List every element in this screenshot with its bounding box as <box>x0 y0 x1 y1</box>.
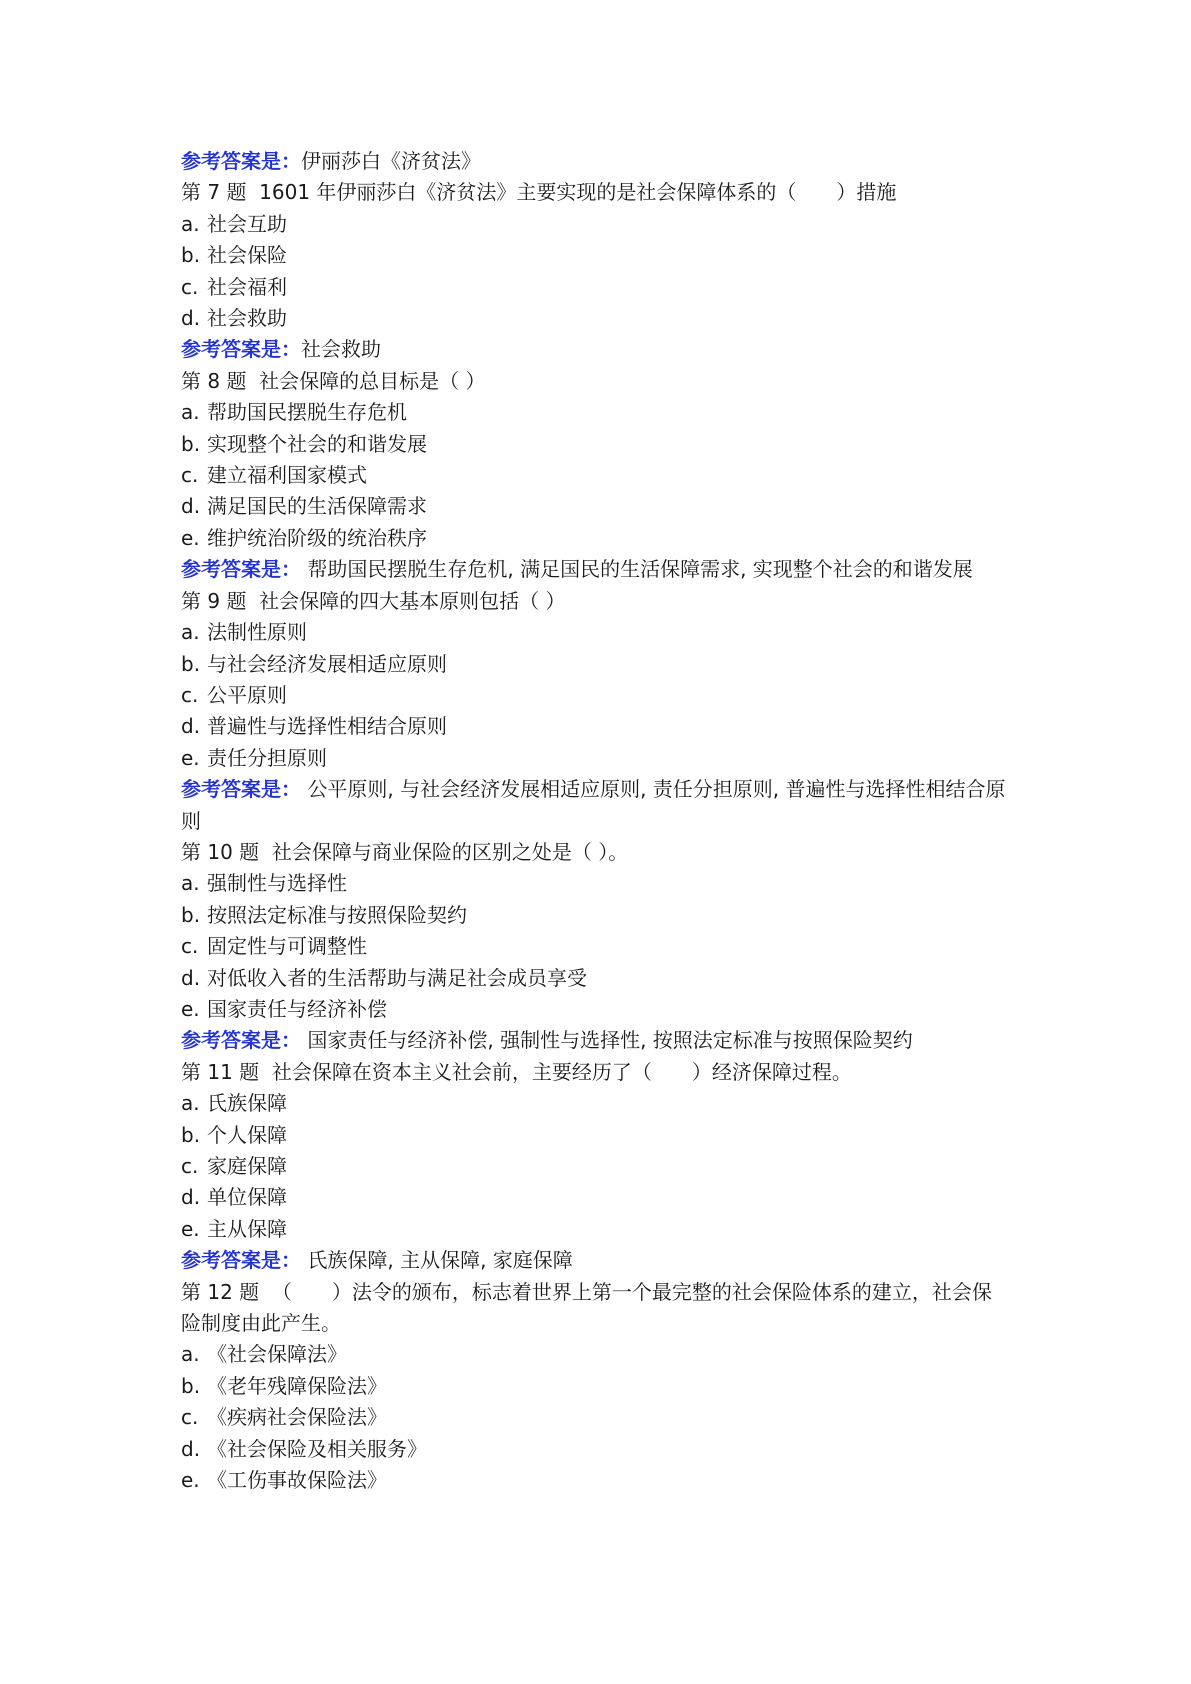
option-text: 《工伤事故保险法》 <box>207 1468 387 1493</box>
option-line <box>181 272 1011 303</box>
option-letter: a. <box>181 211 200 236</box>
option-line <box>181 743 1011 774</box>
option-letter: a. <box>181 620 200 645</box>
option-line <box>181 868 1011 899</box>
option-text: 法制性原则 <box>207 620 307 645</box>
option-line <box>181 1214 1011 1245</box>
question-line <box>181 177 1011 208</box>
option-letter: b. <box>181 243 201 268</box>
answer-label: 参考答案是： <box>181 337 301 362</box>
option-text: 公平原则 <box>207 682 287 707</box>
answer-label: 参考答案是： <box>181 1248 301 1273</box>
answer-text: 氏族保障, 主从保障, 家庭保障 <box>301 1248 573 1273</box>
option-line <box>181 491 1011 522</box>
option-line <box>181 994 1011 1025</box>
option-line <box>181 1402 1011 1433</box>
question-text: 社会保障的四大基本原则包括（ ） <box>259 588 566 613</box>
answer-line <box>181 774 1011 837</box>
question-line <box>181 1277 1011 1340</box>
option-letter: a. <box>181 871 200 896</box>
question-number: 第 12 题 <box>181 1279 260 1304</box>
option-line <box>181 1465 1011 1496</box>
option-text: 主从保障 <box>207 1216 287 1241</box>
answer-text: 帮助国民摆脱生存危机, 满足国民的生活保障需求, 实现整个社会的和谐发展 <box>301 557 973 582</box>
option-text: 强制性与选择性 <box>207 871 347 896</box>
question-line <box>181 837 1011 868</box>
option-line <box>181 711 1011 742</box>
option-line <box>181 1339 1011 1370</box>
option-line <box>181 460 1011 491</box>
option-text: 《社会保险及相关服务》 <box>207 1436 427 1461</box>
answer-line <box>181 334 1011 365</box>
option-line <box>181 1371 1011 1402</box>
answer-text: 伊丽莎白《济贫法》 <box>301 149 481 173</box>
question-line <box>181 1057 1011 1088</box>
question-number: 第 9 题 <box>181 588 247 613</box>
option-letter: c. <box>181 274 199 299</box>
option-letter: a. <box>181 1091 200 1116</box>
option-line <box>181 397 1011 428</box>
question-line <box>181 586 1011 617</box>
option-letter: a. <box>181 400 200 425</box>
option-letter: c. <box>181 934 199 959</box>
option-text: 个人保障 <box>207 1122 287 1147</box>
answer-text: 公平原则, 与社会经济发展相适应原则, 责任分担原则, 普遍性与选择性相结合原则 <box>181 777 1006 833</box>
question-number: 第 11 题 <box>181 1059 260 1084</box>
option-line <box>181 1088 1011 1119</box>
option-text: 国家责任与经济补偿 <box>207 996 387 1021</box>
option-letter: b. <box>181 651 201 676</box>
option-text: 对低收入者的生活帮助与满足社会成员享受 <box>207 965 587 990</box>
answer-label: 参考答案是： <box>181 149 301 173</box>
option-letter: e. <box>181 1468 200 1493</box>
option-letter: d. <box>181 1436 201 1461</box>
answer-line <box>181 554 1011 585</box>
answer-text: 社会救助 <box>301 337 381 362</box>
option-line <box>181 1151 1011 1182</box>
answer-line <box>181 1245 1011 1276</box>
option-text: 《社会保障法》 <box>207 1342 347 1367</box>
option-text: 家庭保障 <box>207 1154 287 1178</box>
option-text: 建立福利国家模式 <box>207 463 367 488</box>
question-line <box>181 366 1011 397</box>
option-letter: a. <box>181 1342 200 1367</box>
option-letter: b. <box>181 1373 201 1398</box>
option-line <box>181 209 1011 240</box>
option-letter: e. <box>181 996 200 1021</box>
option-text: 责任分担原则 <box>207 745 327 770</box>
option-text: 维护统治阶级的统治秩序 <box>207 525 427 550</box>
option-text: 社会福利 <box>207 274 287 299</box>
option-line <box>181 429 1011 460</box>
option-text: 实现整个社会的和谐发展 <box>207 431 427 456</box>
option-line <box>181 963 1011 994</box>
option-text: 与社会经济发展相适应原则 <box>207 651 447 676</box>
option-letter: e. <box>181 525 200 550</box>
option-text: 《疾病社会保险法》 <box>207 1405 387 1430</box>
option-letter: e. <box>181 1216 200 1241</box>
option-text: 社会互助 <box>207 211 287 236</box>
question-number: 第 7 题 <box>181 180 247 205</box>
option-text: 普遍性与选择性相结合原则 <box>207 714 447 739</box>
question-text: （ ）法令的颁布，标志着世界上第一个最完整的社会保险体系的建立，社会保险制度由此产生。 <box>181 1279 992 1336</box>
answer-label: 参考答案是： <box>181 777 301 802</box>
option-letter: e. <box>181 745 200 770</box>
option-letter: b. <box>181 431 201 456</box>
option-letter: c. <box>181 682 199 707</box>
option-letter: c. <box>181 463 199 488</box>
question-text: 1601 年伊丽莎白《济贫法》主要实现的是社会保障体系的（ ）措施 <box>259 180 897 205</box>
document-body <box>181 146 1011 1496</box>
option-text: 社会保险 <box>207 243 287 268</box>
option-text: 单位保障 <box>207 1185 287 1210</box>
answer-label: 参考答案是： <box>181 1028 301 1053</box>
option-line <box>181 900 1011 931</box>
answer-text: 国家责任与经济补偿, 强制性与选择性, 按照法定标准与按照保险契约 <box>301 1028 913 1053</box>
option-text: 帮助国民摆脱生存危机 <box>207 400 407 425</box>
option-letter: c. <box>181 1405 199 1430</box>
question-number: 第 8 题 <box>181 368 247 393</box>
question-text: 社会保障与商业保险的区别之处是（ ）。 <box>271 839 629 864</box>
option-line <box>181 303 1011 334</box>
option-text: 满足国民的生活保障需求 <box>207 494 427 519</box>
option-letter: d. <box>181 306 201 331</box>
option-text: 氏族保障 <box>207 1091 287 1116</box>
answer-label: 参考答案是： <box>181 557 301 582</box>
answer-line <box>181 1025 1011 1056</box>
option-line <box>181 1434 1011 1465</box>
option-line <box>181 523 1011 554</box>
option-letter: d. <box>181 494 201 519</box>
option-letter: d. <box>181 965 201 990</box>
option-line <box>181 931 1011 962</box>
question-text: 社会保障的总目标是（ ） <box>259 368 486 393</box>
option-text: 按照法定标准与按照保险契约 <box>207 902 467 927</box>
option-line <box>181 680 1011 711</box>
option-letter: b. <box>181 1122 201 1147</box>
option-letter: b. <box>181 902 201 927</box>
option-line <box>181 1120 1011 1151</box>
option-text: 《老年残障保险法》 <box>207 1373 387 1398</box>
question-text: 社会保障在资本主义社会前，主要经历了（ ）经济保障过程。 <box>271 1059 852 1084</box>
option-line <box>181 1182 1011 1213</box>
option-letter: d. <box>181 1185 201 1210</box>
option-line <box>181 240 1011 271</box>
option-text: 固定性与可调整性 <box>207 934 367 959</box>
option-line <box>181 617 1011 648</box>
option-line <box>181 649 1011 680</box>
answer-line-q6 <box>181 146 1011 177</box>
option-letter: c. <box>181 1154 199 1178</box>
option-letter: d. <box>181 714 201 739</box>
question-number: 第 10 题 <box>181 839 260 864</box>
option-text: 社会救助 <box>207 306 287 331</box>
